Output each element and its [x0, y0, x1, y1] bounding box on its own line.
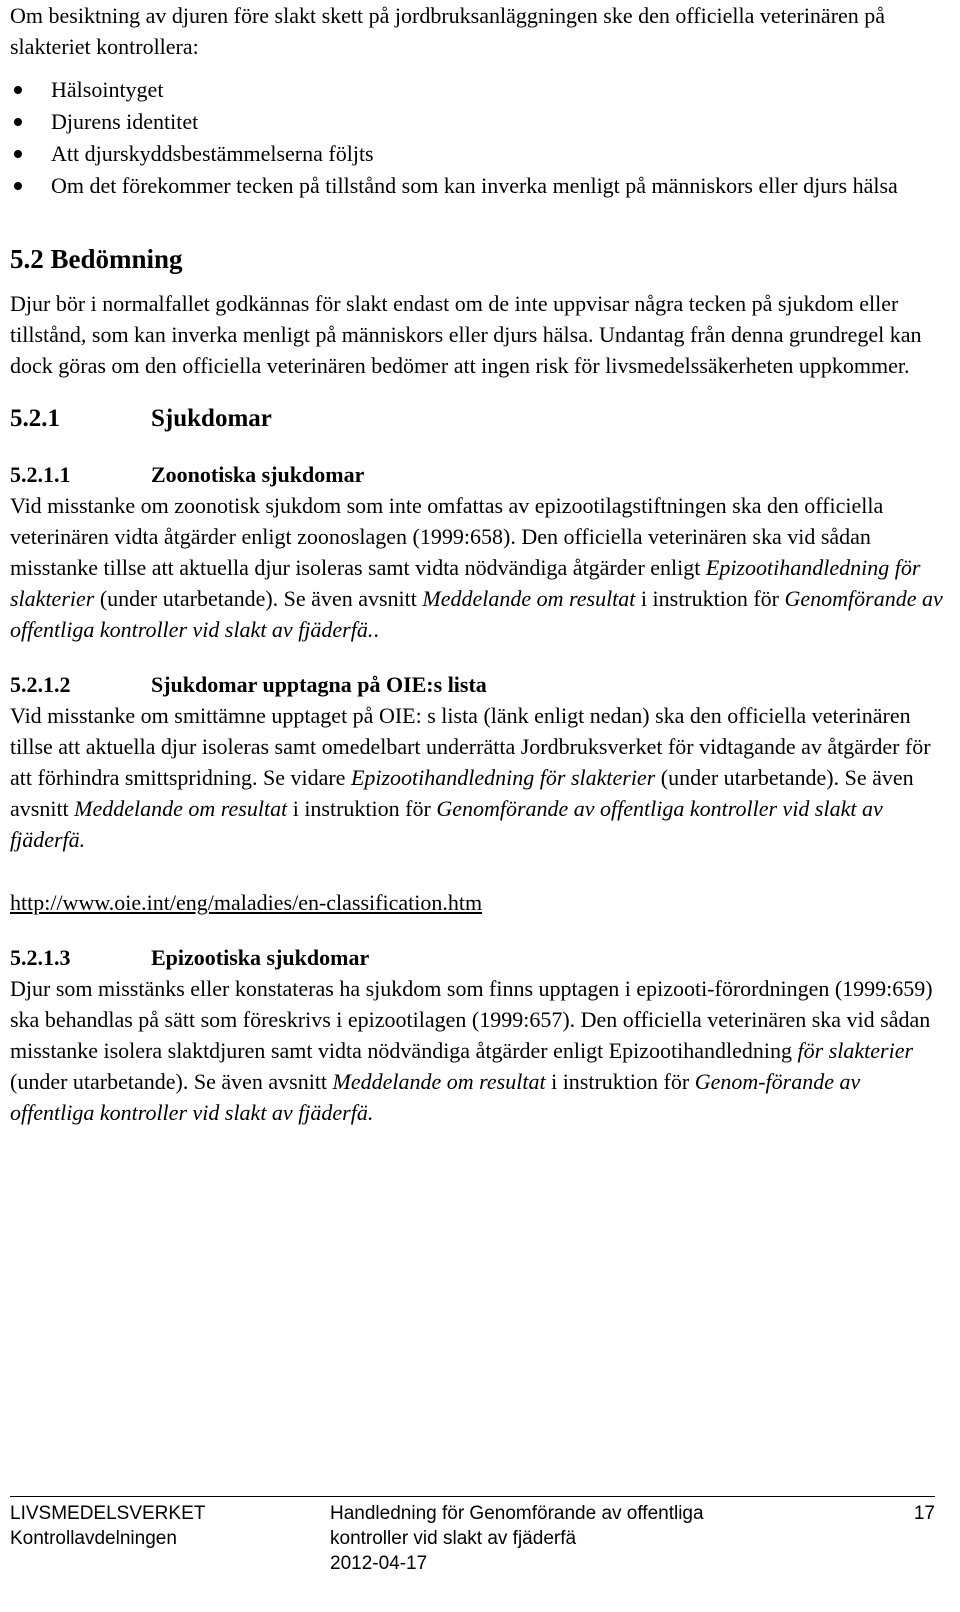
section-5-2-1-1-body: [10, 490, 945, 645]
footer-document-info: [330, 1501, 850, 1576]
intro-paragraph: Om besiktning av djuren före slakt skett på jordbruksanläggningen ske den officiella veterinären på slakteriet kontrollera:: [10, 3, 886, 59]
body-text: Djur som misstänks eller konstateras ha sjukdom som finns upptagen i epizooti-förordningen (1999:659) ska behandlas på sätt som föreskrivs i epizootilagen (1999:657). Den officiella veterinären ska vid sådan misstanke isolera slaktdjuren samt vidta nödvändiga åtgärder enligt Epizootihandledning: [10, 976, 933, 1063]
body-text: .: [373, 617, 379, 642]
body-text: i instruktion för: [635, 586, 785, 611]
section-title: Sjukdomar: [151, 405, 272, 432]
section-5-2-1-3-body: [10, 973, 945, 1128]
footer-department: Kontrollavdelningen: [10, 1528, 177, 1549]
oie-link-paragraph: [10, 887, 945, 918]
section-title: Epizootiska sjukdomar: [151, 945, 370, 970]
body-text: i instruktion för: [545, 1069, 695, 1094]
list-item: Att djurskyddsbestämmelserna följts: [10, 138, 945, 170]
inspection-checklist: [10, 74, 945, 202]
section-5-2-1-2-body: [10, 700, 945, 855]
section-heading-5-2-1: [10, 403, 945, 435]
section-title: Zoonotiska sjukdomar: [151, 462, 365, 487]
section-heading-5-2: 5.2 Bedömning: [10, 244, 183, 274]
footer-doc-title-line1: Handledning för Genomförande av offentliga: [330, 1503, 704, 1524]
section-number: 5.2.1.1: [10, 462, 71, 487]
body-italic: Epizootihandledning för slakterier: [10, 555, 921, 611]
body-text: i instruktion för: [287, 796, 437, 821]
body-italic: Genomförande av offentliga kontroller vid slakt av fjäderfä.: [10, 796, 883, 852]
footer-page-number: 17: [913, 1503, 935, 1524]
section-number: 5.2.1.3: [10, 945, 71, 970]
section-heading-5-2-1-2: [10, 669, 945, 700]
list-item: Om det förekommer tecken på tillstånd som kan inverka menligt på människors eller djurs hälsa: [10, 170, 945, 202]
list-item: Hälsointyget: [10, 74, 945, 106]
body-text: (under utarbetande). Se även avsnitt: [10, 1069, 333, 1094]
section-heading-5-2-1-1: [10, 459, 945, 490]
body-text: (under utarbetande). Se även avsnitt: [10, 765, 914, 821]
body-text: Vid misstanke om zoonotisk sjukdom som inte omfattas av epizootilagstiftningen ska den officiella veterinären vidta åtgärder enligt zoonoslagen (1999:658). Den officiella veterinären ska vid sådan misstanke tillse att aktuella djur isoleras samt vidta nödvändiga åtgärder enligt: [10, 493, 884, 580]
section-title: Sjukdomar upptagna på OIE:s lista: [151, 672, 487, 697]
footer-doc-title-line2: kontroller vid slakt av fjäderfä: [330, 1528, 577, 1549]
body-text: Vid misstanke om smittämne upptaget på OIE: s lista (länk enligt nedan) ska den officiella veterinären tillse att aktuella djur isoleras samt omedelbart underrätta Jordbruksverket för vidtagande av åtgärder för att förhindra smittspridning. Se vidare: [10, 703, 931, 790]
footer-date: 2012-04-17: [330, 1553, 428, 1574]
body-italic: Meddelande om resultat: [332, 1069, 546, 1094]
footer-org-name: LIVSMEDELSVERKET: [10, 1503, 206, 1524]
section-heading-5-2-1-3: [10, 942, 945, 973]
section-number: 5.2.1.2: [10, 672, 71, 697]
body-italic: Genomförande av offentliga kontroller vid slakt av fjäderfä.: [10, 586, 943, 642]
page-footer: [10, 1496, 935, 1574]
document-page: [10, 0, 945, 1612]
footer-organization: [10, 1501, 320, 1551]
body-text: (under utarbetande). Se även avsnitt: [94, 586, 423, 611]
section-number: 5.2.1: [10, 405, 60, 432]
oie-classification-link[interactable]: http://www.oie.int/eng/maladies/en-classification.htm: [10, 890, 483, 915]
list-item: Djurens identitet: [10, 106, 945, 138]
body-italic: Meddelande om resultat: [422, 586, 636, 611]
body-italic: Genom-förande av offentliga kontroller vid slakt av fjäderfä.: [10, 1069, 861, 1125]
body-italic: för slakterier: [797, 1038, 914, 1063]
body-italic: Meddelande om resultat: [74, 796, 288, 821]
body-italic: Epizootihandledning för slakterier: [350, 765, 656, 790]
section-5-2-body: Djur bör i normalfallet godkännas för slakt endast om de inte uppvisar några tecken på sjukdom eller tillstånd, som kan inverka menligt på människors eller djurs hälsa. Undantag från denna grundregel kan dock göras om den officiella veterinären bedömer att ingen risk för livsmedelssäkerheten uppkommer.: [10, 291, 922, 378]
